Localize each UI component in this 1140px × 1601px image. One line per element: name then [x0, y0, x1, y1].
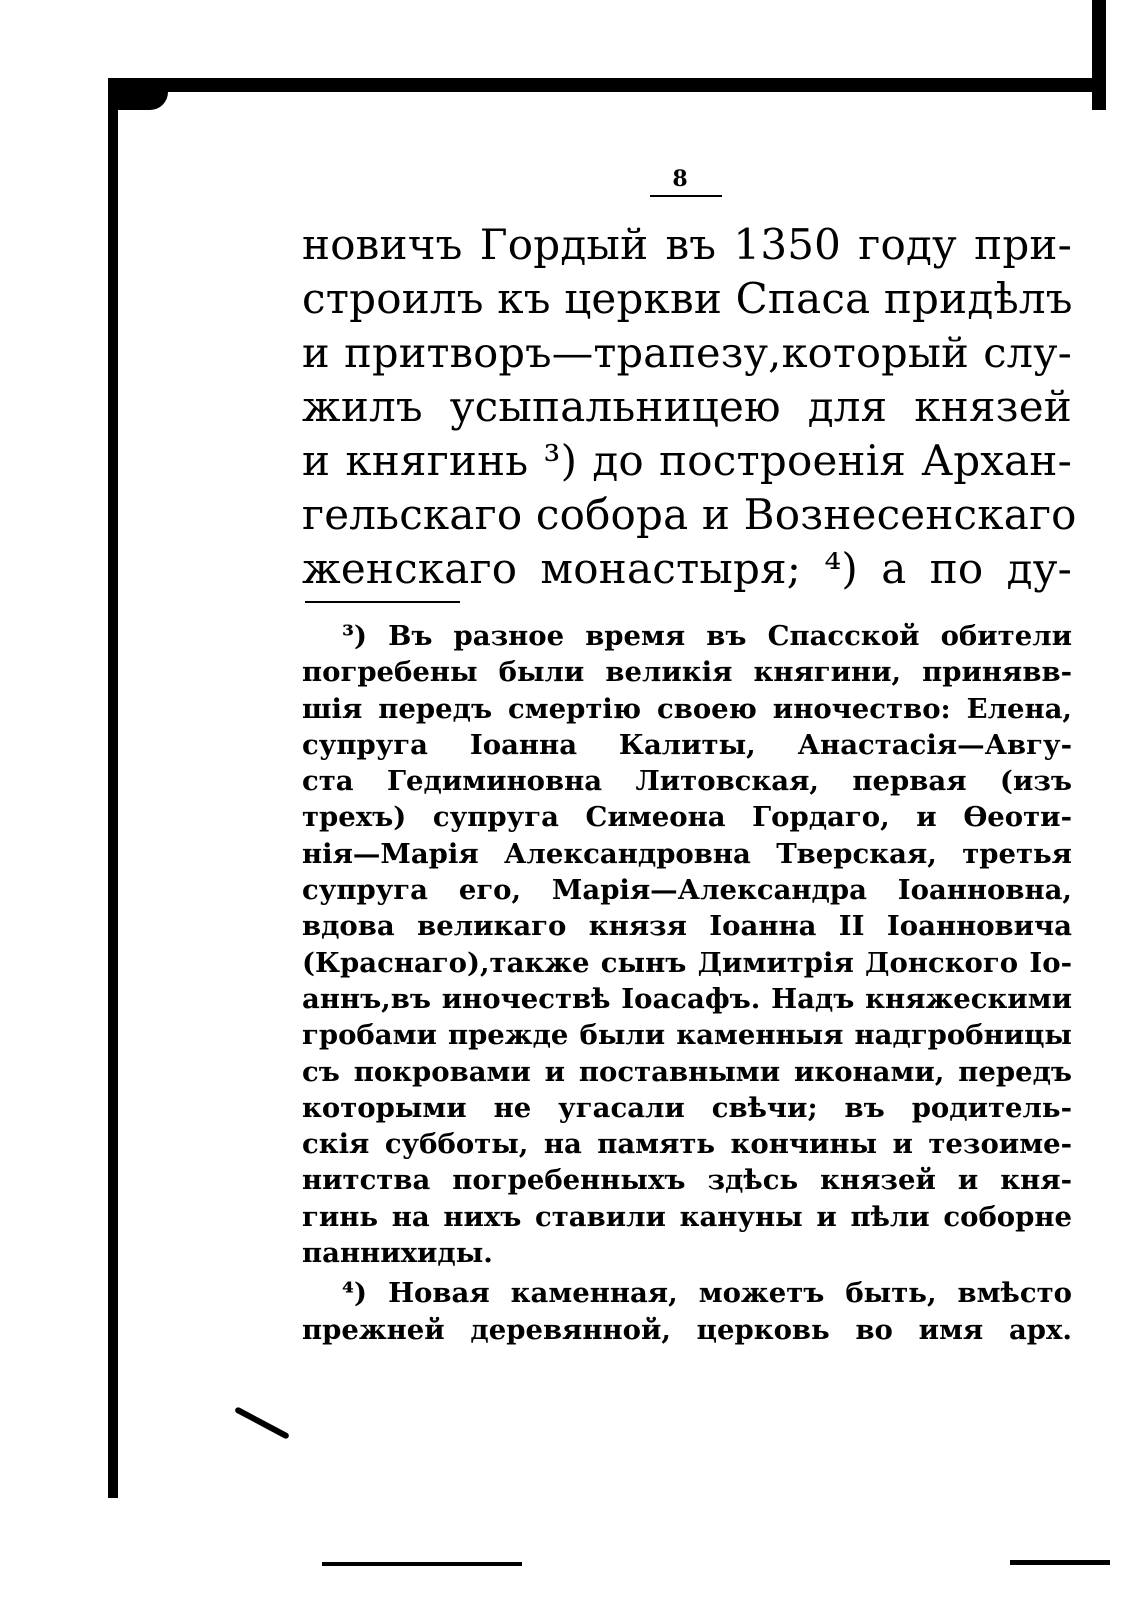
footnote-line: гинь на нихъ ставили кануны и пѣли соборне: [302, 1200, 1072, 1233]
scan-border-bottom: [322, 1562, 522, 1566]
scan-border-bottom-right: [1010, 1560, 1110, 1565]
footnote-line: прежней деревянной, церковь во имя арх.: [302, 1313, 1072, 1346]
footnote-line: скія субботы, на память кончины и тезоиме-: [302, 1128, 1072, 1161]
footnote-line: ³) Въ разное время въ Спасской обители: [342, 620, 1072, 652]
footnote-line: съ покровами и поставными иконами, передъ: [302, 1055, 1072, 1088]
footnote-line: аннъ,въ иночествѣ Іоасафъ. Надъ княжескими: [302, 982, 1072, 1015]
main-text: [302, 218, 1077, 596]
footnote-3: [302, 618, 1072, 1271]
main-text-line: гельскаго собора и Вознесенскаго: [302, 490, 1077, 539]
footnote-line: супруга его, Марія—Александра Іоанновна,: [302, 874, 1072, 907]
footnotes: [302, 618, 1072, 1348]
footnote-4: [302, 1275, 1072, 1348]
footnote-line: трехъ) супруга Симеона Гордаго, и Ѳеоти-: [302, 801, 1072, 834]
footnote-line: гробами прежде были каменныя надгробницы: [302, 1019, 1072, 1052]
main-text-line: жилъ усыпальницею для князей: [302, 382, 1072, 431]
scan-border-right: [1092, 0, 1106, 110]
footnote-line: паннихиды.: [302, 1237, 493, 1270]
main-text-line: женскаго монастыря; ⁴) а по ду-: [302, 544, 1072, 593]
footnote-line: нитства погребенныхъ здѣсь князей и кня-: [302, 1164, 1072, 1197]
footnote-line: (Краснаго),также сынъ Димитрія Донского Іо-: [302, 946, 1072, 979]
footnote-line: погребены были великія княгини, принявв-: [302, 656, 1072, 689]
footnote-line: ⁴) Новая каменная, можетъ быть, вмѣсто: [342, 1277, 1072, 1310]
scan-border-left: [108, 78, 118, 1498]
main-text-line: и притворъ—трапезу,который слу-: [302, 328, 1072, 377]
scan-border-top: [108, 78, 1098, 92]
main-text-line: и княгинь ³) до построенія Архан-: [302, 436, 1072, 485]
scan-smudge: [234, 1406, 290, 1439]
footnote-line: ста Гедиминовна Литовская, первая (изъ: [302, 765, 1072, 798]
footnote-line: шія передъ смертію своею иночество: Елена,: [302, 692, 1072, 725]
footnote-line: супруга Іоанна Калиты, Анастасія—Авгу-: [302, 728, 1072, 761]
page-number-rule: [650, 195, 722, 197]
page-number: 8: [672, 166, 688, 192]
footnote-separator: [305, 601, 460, 603]
footnote-line: вдова великаго князя Іоанна II Іоанновича: [302, 910, 1072, 943]
footnote-line: которыми не угасали свѣчи; въ родитель-: [302, 1091, 1072, 1124]
footnote-line: нія—Марія Александровна Тверская, третья: [302, 837, 1072, 870]
main-text-line: новичъ Гордый въ 1350 году при-: [302, 220, 1072, 269]
main-text-line: строилъ къ церкви Спаса придѣлъ: [302, 274, 1073, 323]
